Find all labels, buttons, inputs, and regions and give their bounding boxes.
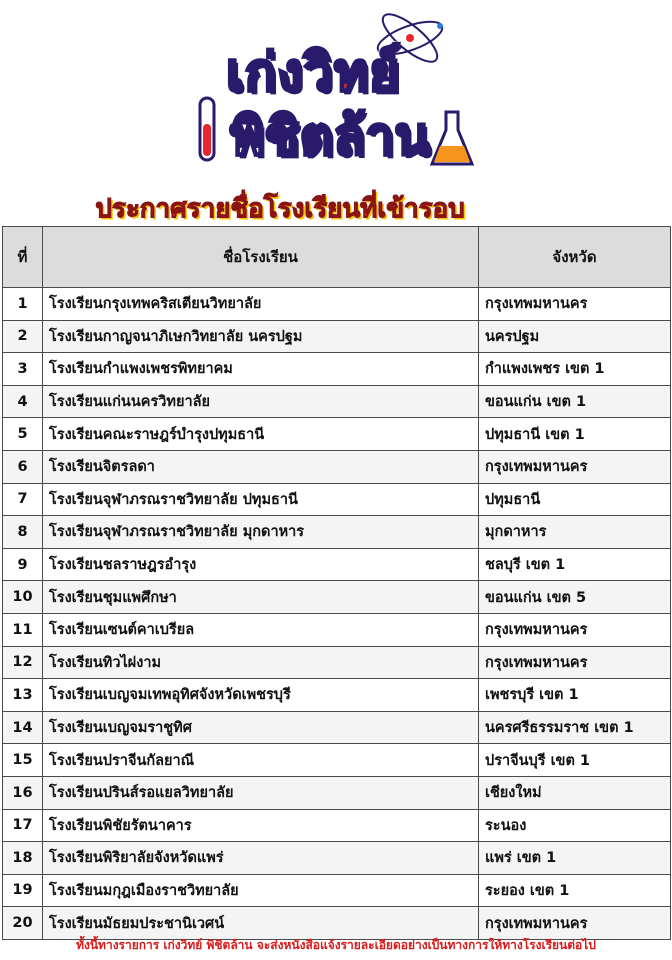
table-row — [3, 809, 671, 842]
table-header-row — [3, 227, 671, 288]
row-number: 5 — [3, 418, 43, 451]
row-number: 16 — [3, 776, 43, 809]
row-number: 3 — [3, 353, 43, 386]
table-row — [3, 744, 671, 777]
row-province: มุกดาหาร — [479, 516, 671, 549]
row-school-name: โรงเรียนมกุฎเมืองราชวิทยาลัย — [43, 874, 479, 907]
row-school-name: โรงเรียนคณะราษฎร์บำรุงปทุมธานี — [43, 418, 479, 451]
row-number: 11 — [3, 613, 43, 646]
row-school-name: โรงเรียนพิริยาลัยจังหวัดแพร่ — [43, 842, 479, 875]
row-number: 8 — [3, 516, 43, 549]
table-row — [3, 874, 671, 907]
table-row — [3, 483, 671, 516]
logo-title-line2 — [230, 94, 430, 177]
table-row — [3, 548, 671, 581]
logo-title-main: พิชิต — [230, 107, 334, 167]
row-school-name: โรงเรียนจุฬาภรณราชวิทยาลัย ปทุมธานี — [43, 483, 479, 516]
table-row — [3, 385, 671, 418]
table-row — [3, 646, 671, 679]
row-province: นครศรีธรรมราช เขต 1 — [479, 711, 671, 744]
row-school-name: โรงเรียนชลราษฎรอำรุง — [43, 548, 479, 581]
table-row — [3, 418, 671, 451]
row-province: ขอนแก่น เขต 1 — [479, 385, 671, 418]
table-row — [3, 450, 671, 483]
row-number: 4 — [3, 385, 43, 418]
row-number: 10 — [3, 581, 43, 614]
row-province: กรุงเทพมหานคร — [479, 613, 671, 646]
row-school-name: โรงเรียนกำแพงเพชรพิทยาคม — [43, 353, 479, 386]
row-number: 7 — [3, 483, 43, 516]
row-school-name: โรงเรียนเซนต์คาเบรียล — [43, 613, 479, 646]
row-province: กำแพงเพชร เขต 1 — [479, 353, 671, 386]
row-school-name: โรงเรียนเบญจมราชูทิศ — [43, 711, 479, 744]
row-school-name: โรงเรียนกรุงเทพคริสเตียนวิทยาลัย — [43, 288, 479, 321]
row-school-name: โรงเรียนจุฬาภรณราชวิทยาลัย มุกดาหาร — [43, 516, 479, 549]
table-row — [3, 842, 671, 875]
row-province: ระนอง — [479, 809, 671, 842]
table-row — [3, 679, 671, 712]
row-province: เพชรบุรี เขต 1 — [479, 679, 671, 712]
table-row — [3, 776, 671, 809]
row-province: ปทุมธานี — [479, 483, 671, 516]
row-school-name: โรงเรียนปราจีนกัลยาณี — [43, 744, 479, 777]
qualified-schools-table — [2, 226, 671, 940]
row-province: ชลบุรี เขต 1 — [479, 548, 671, 581]
row-province: กรุงเทพมหานคร — [479, 450, 671, 483]
header-no: ที่ — [3, 227, 43, 288]
row-province: นครปฐม — [479, 320, 671, 353]
table-row — [3, 581, 671, 614]
row-number: 19 — [3, 874, 43, 907]
table-row — [3, 320, 671, 353]
row-number: 15 — [3, 744, 43, 777]
show-logo — [190, 8, 480, 178]
table-row — [3, 353, 671, 386]
announcement-title: ประกาศรายชื่อโรงเรียนที่เข้ารอบ — [95, 194, 465, 224]
header-province: จังหวัด — [479, 227, 671, 288]
row-school-name: โรงเรียนจิตรลดา — [43, 450, 479, 483]
test-tube-icon — [196, 94, 218, 164]
row-number: 9 — [3, 548, 43, 581]
row-province: ปทุมธานี เขต 1 — [479, 418, 671, 451]
row-school-name: โรงเรียนชุมแพศึกษา — [43, 581, 479, 614]
row-school-name: โรงเรียนปรินส์รอแยลวิทยาลัย — [43, 776, 479, 809]
row-province: แพร่ เขต 1 — [479, 842, 671, 875]
row-school-name: โรงเรียนกาญจนาภิเษกวิทยาลัย นครปฐม — [43, 320, 479, 353]
flask-icon — [430, 108, 474, 168]
table-row — [3, 613, 671, 646]
row-province: กรุงเทพมหานคร — [479, 907, 671, 940]
row-school-name: โรงเรียนแก่นนครวิทยาลัย — [43, 385, 479, 418]
row-province: ขอนแก่น เขต 5 — [479, 581, 671, 614]
table-row — [3, 711, 671, 744]
table-row — [3, 288, 671, 321]
row-number: 17 — [3, 809, 43, 842]
row-province: กรุงเทพมหานคร — [479, 288, 671, 321]
row-number: 14 — [3, 711, 43, 744]
row-school-name: โรงเรียนมัธยมประชานิเวศน์ — [43, 907, 479, 940]
row-number: 6 — [3, 450, 43, 483]
header-school: ชื่อโรงเรียน — [43, 227, 479, 288]
row-number: 12 — [3, 646, 43, 679]
row-province: กรุงเทพมหานคร — [479, 646, 671, 679]
row-school-name: โรงเรียนทิวไผ่งาม — [43, 646, 479, 679]
row-province: ปราจีนบุรี เขต 1 — [479, 744, 671, 777]
logo-title-accent: ล้าน — [333, 107, 430, 167]
row-number: 18 — [3, 842, 43, 875]
row-number: 1 — [3, 288, 43, 321]
table-row — [3, 907, 671, 940]
row-number: 13 — [3, 679, 43, 712]
row-school-name: โรงเรียนเบญจมเทพอุทิศจังหวัดเพชรบุรี — [43, 679, 479, 712]
row-school-name: โรงเรียนพิชัยรัตนาคาร — [43, 809, 479, 842]
row-province: ระยอง เขต 1 — [479, 874, 671, 907]
row-number: 2 — [3, 320, 43, 353]
row-province: เชียงใหม่ — [479, 776, 671, 809]
table-row — [3, 516, 671, 549]
footer-note: ทั้งนี้ทางรายการ เก่งวิทย์ พิชิตล้าน จะส่งหนังสือแจ้งรายละเอียดอย่างเป็นทางการให้ทางโรงเรียนต่อไป — [76, 938, 596, 952]
row-number: 20 — [3, 907, 43, 940]
logo-title-line1: เก่งวิทย์ — [226, 43, 401, 103]
